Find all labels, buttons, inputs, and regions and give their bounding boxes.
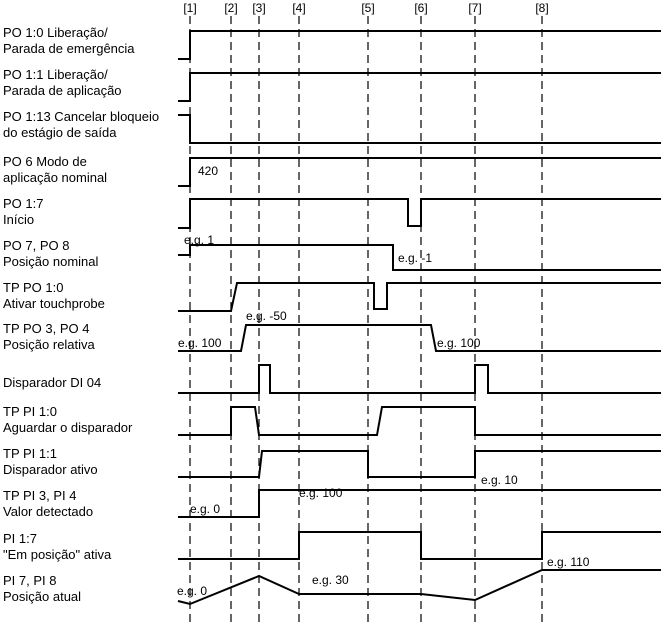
marker-label-8: [8] — [535, 1, 549, 15]
marker-labels — [183, 1, 548, 15]
label-tp-po1-0-line1: TP PO 1:0 — [3, 280, 64, 295]
annotation-tp-pi3-4-eg100: e.g. 100 — [299, 486, 343, 500]
label-di04-line1: Disparador DI 04 — [3, 375, 102, 390]
annotation-pi7-8-eg110: e.g. 110 — [547, 555, 590, 569]
annotation-tp-po3-4-eg100-a: e.g. 100 — [178, 336, 222, 350]
label-po6-line2: aplicação nominal — [3, 170, 108, 185]
label-pi1-7-line2: "Em posição" ativa — [3, 547, 112, 562]
label-po1-0-line2: Parada de emergência — [3, 41, 135, 56]
label-tp-pi1-0-line1: TP PI 1:0 — [3, 404, 57, 419]
marker-label-4: [4] — [292, 1, 306, 15]
waveform-tp-pi1-0 — [178, 407, 661, 435]
label-po1-13-line1: PO 1:13 Cancelar bloqueio — [3, 109, 160, 124]
marker-label-1: [1] — [183, 1, 197, 15]
waveform-po1-13 — [178, 115, 661, 143]
annotation-tp-pi3-4-eg10: e.g. 10 — [481, 473, 518, 487]
waveform-tp-pi3-4 — [178, 490, 661, 517]
annotation-tp-po3-4-eg100-b: e.g. 100 — [437, 336, 481, 350]
label-tp-pi3-4-line1: TP PI 3, PI 4 — [3, 488, 77, 503]
label-po1-7-line1: PO 1:7 — [3, 196, 44, 211]
waveform-tp-po3-4 — [178, 325, 661, 351]
waveform-po1-7 — [178, 199, 661, 228]
waveform-tp-po1-0 — [178, 283, 661, 311]
label-tp-pi1-1-line1: TP PI 1:1 — [3, 446, 57, 461]
marker-label-5: [5] — [361, 1, 375, 15]
annotation-tp-pi3-4-eg0: e.g. 0 — [190, 502, 221, 516]
waveform-di04 — [178, 365, 661, 393]
waveform-po1-1 — [178, 73, 661, 101]
label-tp-pi3-4-line2: Valor detectado — [3, 504, 94, 519]
label-po7-8-line1: PO 7, PO 8 — [3, 238, 70, 253]
label-po7-8-line2: Posição nominal — [3, 254, 99, 269]
label-po1-0-line1: PO 1:0 Liberação/ — [3, 25, 108, 40]
label-tp-pi1-1-line2: Disparador ativo — [3, 462, 98, 477]
label-pi7-8-line2: Posição atual — [3, 589, 82, 604]
waveform-tp-pi1-1 — [178, 451, 661, 477]
signal-labels — [3, 25, 159, 604]
label-po1-7-line2: Início — [3, 212, 35, 227]
label-po1-1-line1: PO 1:1 Liberação/ — [3, 67, 108, 82]
marker-label-3: [3] — [252, 1, 266, 15]
label-tp-po1-0-line2: Ativar touchprobe — [3, 296, 105, 311]
marker-label-6: [6] — [414, 1, 428, 15]
waveform-pi7-8 — [178, 570, 661, 604]
annotation-po7-8-eg1: e.g. 1 — [184, 233, 215, 247]
label-tp-po3-4-line2: Posição relativa — [3, 337, 95, 352]
annotation-tp-po3-4-eg-50: e.g. -50 — [246, 309, 287, 323]
label-po1-1-line2: Parada de aplicação — [3, 83, 122, 98]
marker-label-2: [2] — [224, 1, 238, 15]
label-pi7-8-line1: PI 7, PI 8 — [3, 573, 57, 588]
label-tp-pi1-0-line2: Aguardar o disparador — [3, 420, 133, 435]
label-pi1-7-line1: PI 1:7 — [3, 531, 37, 546]
annotation-pi7-8-eg0: e.g. 0 — [177, 584, 208, 598]
label-po1-13-line2: do estágio de saída — [3, 125, 117, 140]
label-tp-po3-4-line1: TP PO 3, PO 4 — [3, 321, 90, 336]
waveform-po6 — [178, 158, 661, 186]
annotation-pi7-8-eg30: e.g. 30 — [312, 573, 349, 587]
annotation-po6-420: 420 — [198, 164, 219, 178]
marker-label-7: [7] — [468, 1, 482, 15]
waveform-po1-0 — [178, 31, 661, 59]
annotation-po7-8-eg-1: e.g. -1 — [398, 251, 433, 265]
label-po6-line1: PO 6 Modo de — [3, 154, 87, 169]
